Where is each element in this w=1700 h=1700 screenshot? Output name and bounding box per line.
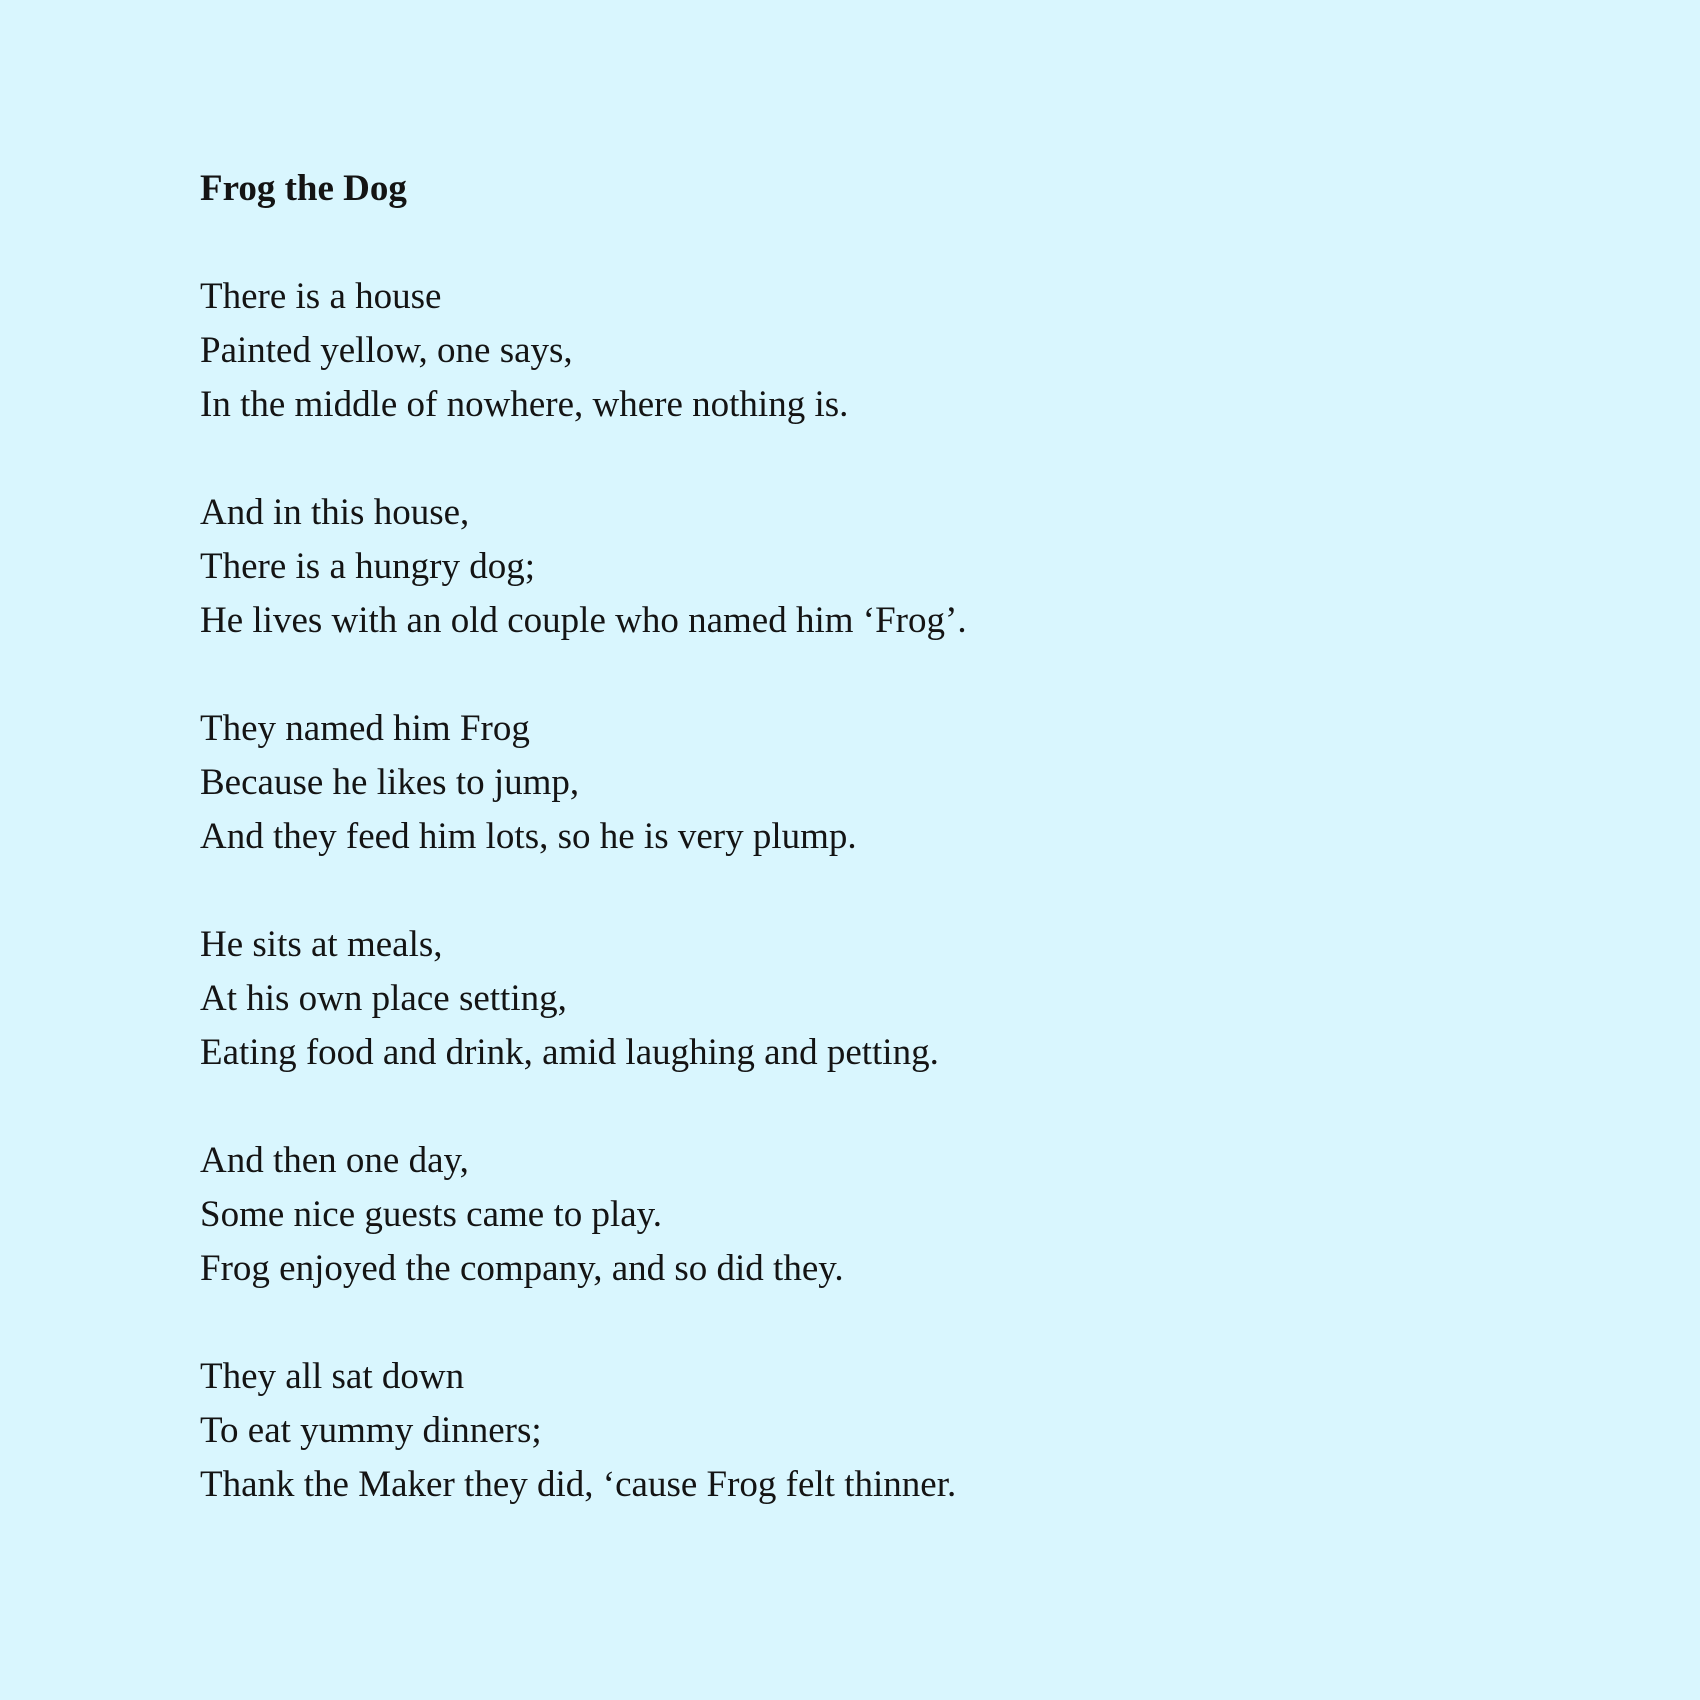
poem-line: There is a house [200,276,442,317]
poem-line: He sits at meals, [200,924,443,965]
poem-line: And then one day, [200,1140,469,1181]
poem-line: Because he likes to jump, [200,762,580,803]
poem-line: They all sat down [200,1356,465,1397]
poem-line: And in this house, [200,492,470,533]
stanza-spacer [200,1080,1500,1134]
poem-line: In the middle of nowhere, where nothing is. [200,384,849,425]
stanza-3 [200,702,1500,864]
poem-line: There is a hungry dog; [200,546,535,587]
poem-line: He lives with an old couple who named him ‘Frog’. [200,600,967,641]
stanza-6 [200,1350,1500,1512]
stanza-spacer [200,432,1500,486]
poem-line: Thank the Maker they did, ‘cause Frog felt thinner. [200,1464,957,1505]
poem-line: And they feed him lots, so he is very plump. [200,816,857,857]
stanza-spacer [200,216,1500,270]
poem-line: Frog enjoyed the company, and so did they. [200,1248,844,1289]
poem-line: Eating food and drink, amid laughing and petting. [200,1032,939,1073]
stanza-spacer [200,1296,1500,1350]
poem-title: Frog the Dog [200,168,407,209]
poem-line: To eat yummy dinners; [200,1410,542,1451]
stanza-5 [200,1134,1500,1296]
stanza-2 [200,486,1500,648]
poem-line: Painted yellow, one says, [200,330,573,371]
poem-line: Some nice guests came to play. [200,1194,663,1235]
stanza-spacer [200,864,1500,918]
stanza-4 [200,918,1500,1080]
poem-line: At his own place setting, [200,978,567,1019]
poem-line: They named him Frog [200,708,530,749]
stanza-1 [200,270,1500,432]
poem [200,162,1500,1512]
stanza-spacer [200,648,1500,702]
